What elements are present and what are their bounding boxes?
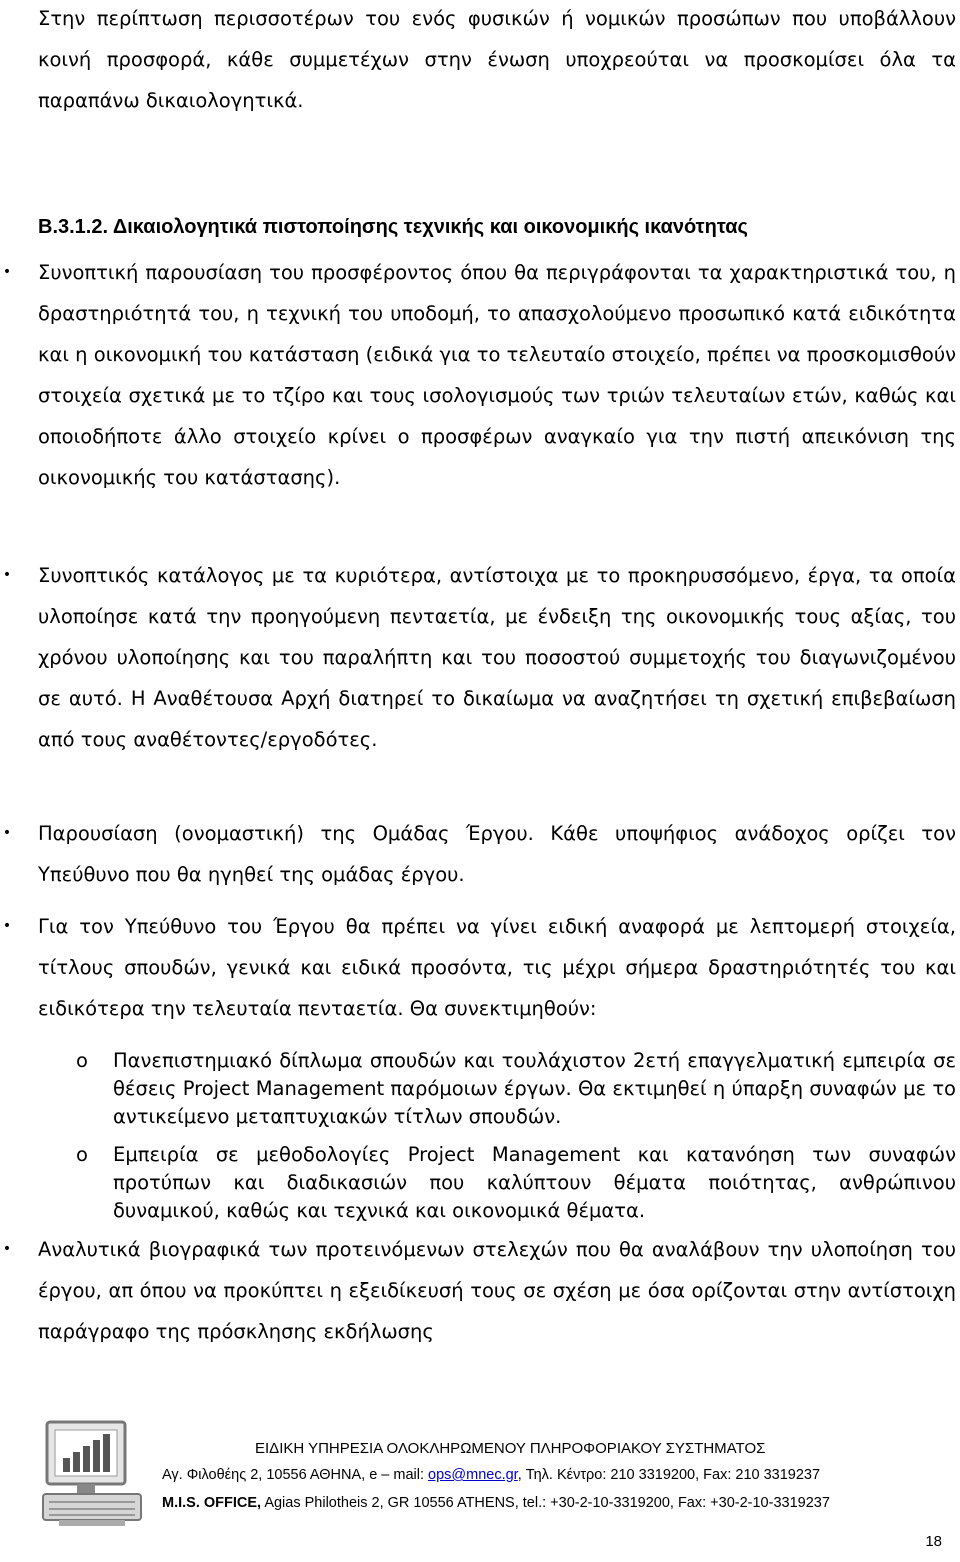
bullet-text: Συνοπτικός κατάλογος με τα κυριότερα, αντίστοιχα με το προκηρυσσόμενο, έργα, τα οποία υλοποίησε κατά την προηγούμενη πενταετία, με ένδειξη της οικονομικής τους αξίας, του χρόνου υλοποίησης και του παραλήπτη και του ποσοστού συμμετοχής του διαγωνιζομένου σε αυτό. Η Αναθέτουσα Αρχή διατηρεί το δικαίωμα να αναζητήσει τη σχετική επιβεβαίωση από τους αναθέτοντες/εργοδότες. <box>38 564 956 751</box>
bullet-item <box>2 252 956 498</box>
computer-logo-icon <box>39 1418 145 1528</box>
bullet-item <box>2 813 956 895</box>
bullet-marker: • <box>2 567 12 583</box>
bullet-text: Αναλυτικά βιογραφικά των προτεινόμενων στελεχών που θα αναλάβουν την υλοποίηση του έργου, απ όπου να προκύπτει η εξειδίκευσή τους σε σχέση με όσα ορίζονται στην αντίστοιχη παράγραφο της πρόσκλησης εκδήλωσης <box>38 1238 956 1343</box>
footer-organization: ΕΙΔΙΚΗ ΥΠΗΡΕΣΙΑ ΟΛΟΚΛΗΡΩΜΕΝΟΥ ΠΛΗΡΟΦΟΡΙΑΚΟΥ ΣΥΣΤΗΜΑΤΟΣ <box>255 1440 766 1457</box>
bullet-item <box>2 555 956 760</box>
bullet-marker: • <box>2 825 12 841</box>
bullet-marker: • <box>2 1241 12 1257</box>
sub-bullet-text: Εμπειρία σε μεθοδολογίες Project Management και κατανόηση των συναφών προτύπων και διαδικασιών που καλύπτουν θέματα ποιότητας, ανθρώπινου δυναμικού, καθώς και τεχνικά και οικονομικά θέματα. <box>113 1143 956 1222</box>
sub-bullet-item <box>76 1047 956 1131</box>
footer-address-en-text: Agias Philotheis 2, GR 10556 ATHENS, tel.: +30-2-10-3319200, Fax: +30-2-10-3319237 <box>261 1495 830 1511</box>
sub-bullet-text: Πανεπιστημιακό δίπλωμα σπουδών και τουλάχιστον 2ετή επαγγελματική εμπειρία σε θέσεις Project Management παρόμοιων έργων. Θα εκτιμηθεί η ύπαρξη συναφών με το αντικείμενο μεταπτυχιακών τίτλων σπουδών. <box>113 1049 956 1128</box>
footer-phones-text: , Τηλ. Κέντρο: 210 3319200, Fax: 210 3319237 <box>517 1467 821 1483</box>
bullet-marker: • <box>2 264 12 280</box>
sub-bullet-marker: o <box>76 1143 88 1166</box>
bullet-text: Συνοπτική παρουσίαση του προσφέροντος όπου θα περιγράφονται τα χαρακτηριστικά του, η δραστηριότητά του, η τεχνική του υποδομή, το απασχολούμενο προσωπικό κατά ειδικότητα και η οικονομική του κατάσταση (ειδικά για το τελευταίο στοιχείο, πρέπει να προσκομισθούν στοιχεία σχετικά με το τζίρο και τους ισολογισμούς των τριών τελευταίων ετών, καθώς και οποιοδήποτε άλλο στοιχείο κρίνει ο προσφέρων αναγκαίο για την πιστή απεικόνιση της οικονομικής του κατάστασης). <box>38 261 956 489</box>
email-link[interactable]: ops@mnec.gr <box>428 1467 518 1483</box>
bullet-item <box>2 906 956 1029</box>
page-number: 18 <box>925 1533 942 1550</box>
footer-office-name: M.I.S. OFFICE, <box>162 1495 262 1511</box>
footer-address-text: Αγ. Φιλοθέης 2, 10556 ΑΘΗΝΑ, e – mail: <box>162 1467 429 1483</box>
intro-paragraph: Στην περίπτωση περισσοτέρων του ενός φυσικών ή νομικών προσώπων που υποβάλλουν κοινή προσφορά, κάθε συμμετέχων στην ένωση υποχρεούται να προσκομίσει όλα τα παραπάνω δικαιολογητικά. <box>38 7 956 112</box>
footer-address-english <box>162 1483 830 1524</box>
page-footer <box>0 1408 960 1550</box>
bullet-marker: • <box>2 918 12 934</box>
bullet-text: Παρουσίαση (ονομαστική) της Ομάδας Έργου. Κάθε υποψήφιος ανάδοχος ορίζει τον Υπεύθυνο που θα ηγηθεί της ομάδας έργου. <box>38 822 956 886</box>
section-heading: Β.3.1.2. Δικαιολογητικά πιστοποίησης τεχνικής και οικονομικής ικανότητας <box>38 216 748 238</box>
sub-bullet-marker: o <box>76 1049 88 1072</box>
sub-bullet-item <box>76 1141 956 1225</box>
bullet-text: Για τον Υπεύθυνο του Έργου θα πρέπει να γίνει ειδική αναφορά με λεπτομερή στοιχεία, τίτλους σπουδών, γενικά και ειδικά προσόντα, τις μέχρι σήμερα δραστηριότητές του και ειδικότερα την τελευταία πενταετία. Θα συνεκτιμηθούν: <box>38 915 956 1020</box>
bullet-item <box>2 1229 956 1352</box>
